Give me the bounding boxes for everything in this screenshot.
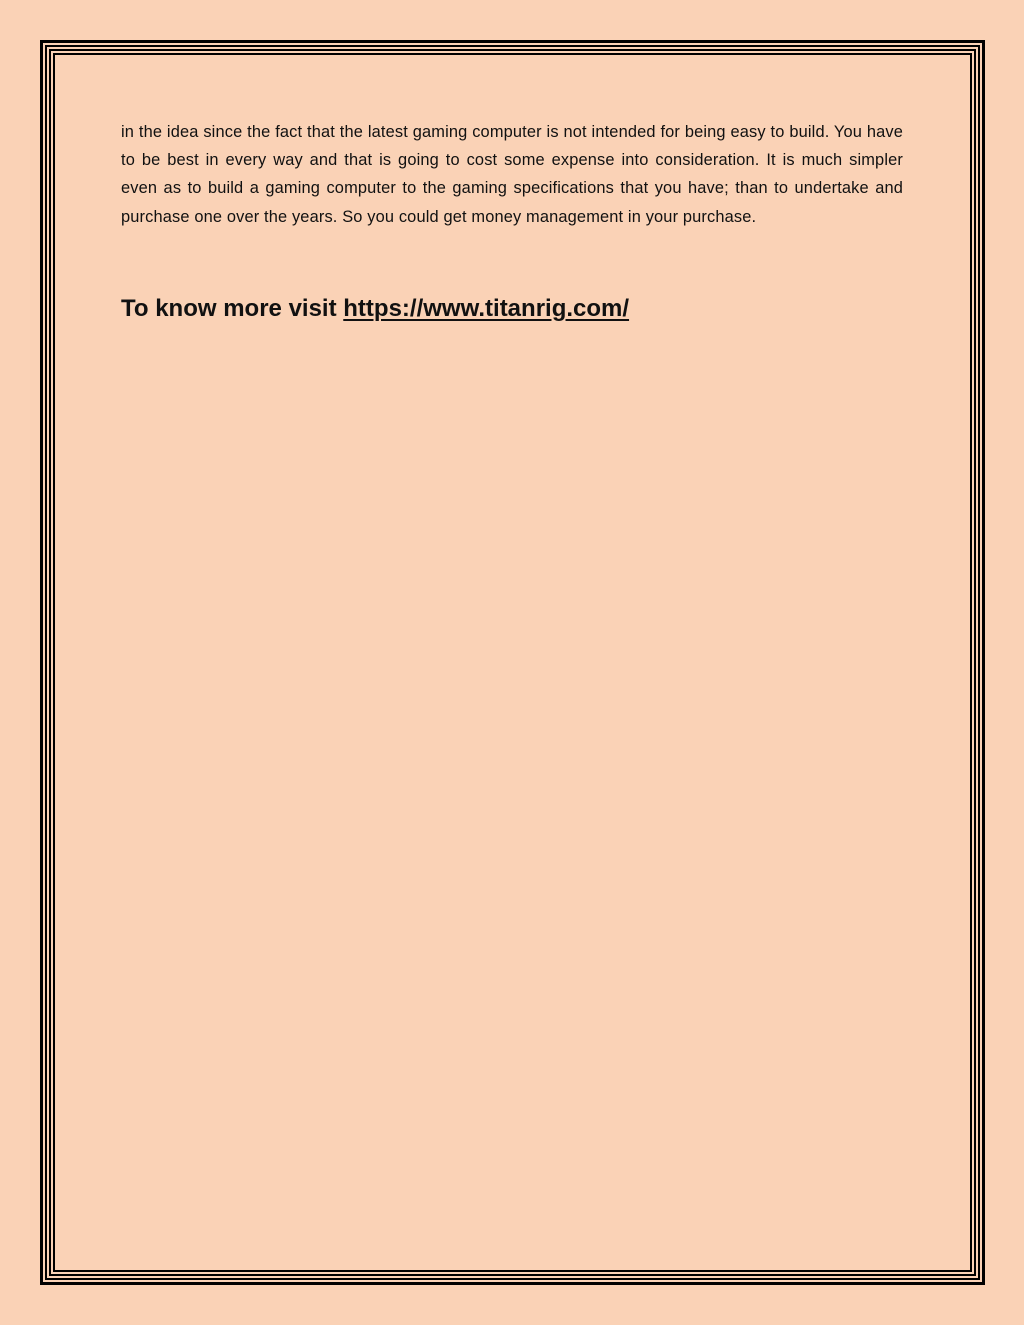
call-to-action [121, 293, 903, 325]
document-content [121, 118, 903, 325]
titanrig-link[interactable]: https://www.titanrig.com/ [343, 294, 630, 322]
cta-prefix: To know more visit [121, 294, 344, 322]
body-paragraph: in the idea since the fact that the latest gaming computer is not intended for being easy to build. You have to be best in every way and that is going to cost some expense into consideration. It is much simpler even as to build a gaming computer to the gaming specifications that you have; than to undertake and purchase one over the years. So you could get money management in your purchase. [121, 123, 903, 226]
